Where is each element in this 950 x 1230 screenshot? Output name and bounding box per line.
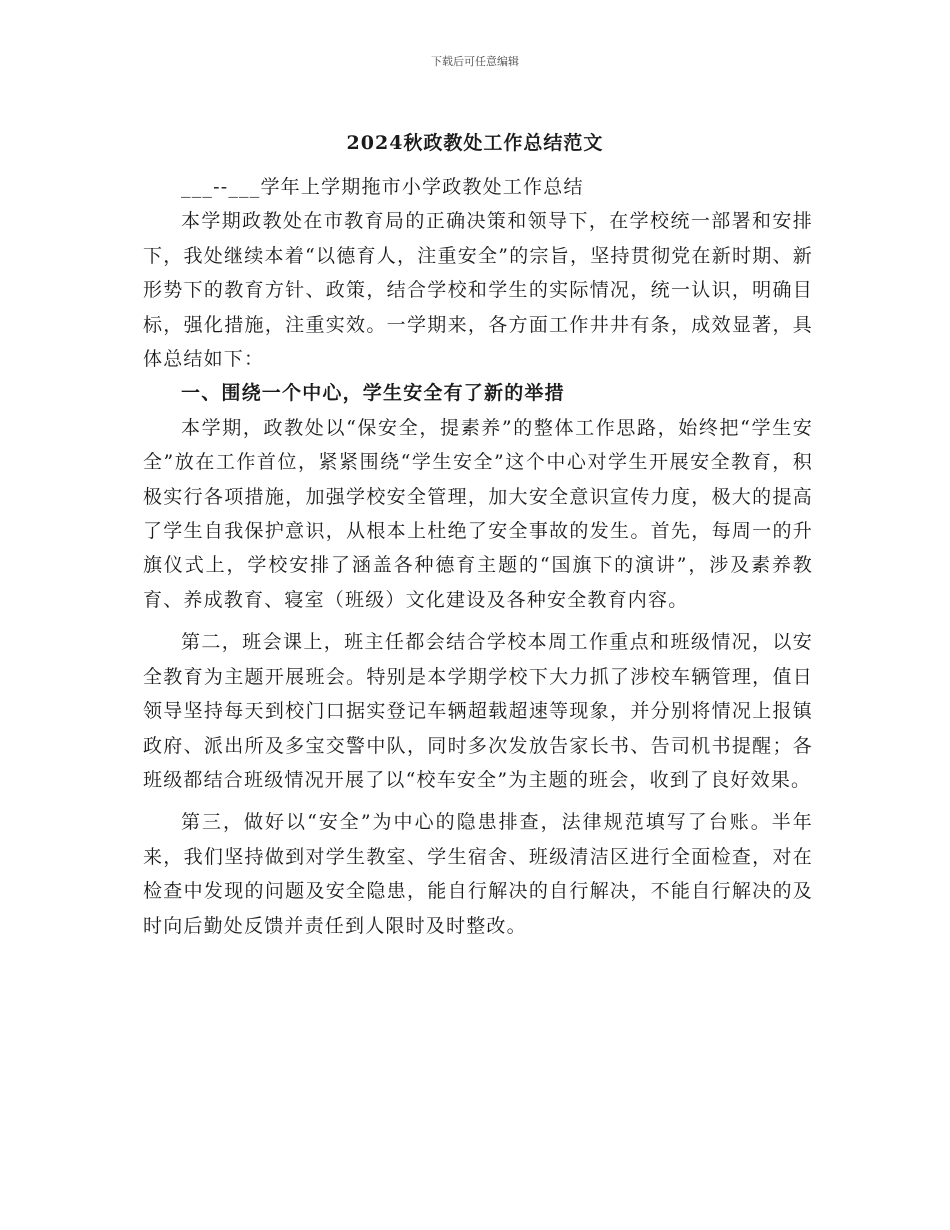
section-heading: 一、围绕一个中心，学生安全有了新的举措 — [181, 382, 565, 405]
body-paragraph-3: 第三，做好以“安全”为中心的隐患排查，法律规范填写了台账。半年来，我们坚持做到对学生教室、学生宿舍、班级清洁区进行全面检查，对在检查中发现的问题及安全隐患，能自行解决的自行解决，不能自行解决的及时向后勤处反馈并责任到人限时及时整改。 — [143, 811, 813, 937]
document-title: 2024秋政教处工作总结范文 — [346, 132, 604, 154]
body-paragraph-1: 本学期，政教处以“保安全，提素养”的整体工作思路，始终把“学生安全”放在工作首位，紧紧围绕“学生安全”这个中心对学生开展安全教育，积极实行各项措施，加强学校安全管理，加大安全意识宣传力度，极大的提高了学生自我保护意识，从根本上杜绝了安全事故的发生。首先，每周一的升旗仪式上，学校安排了涵盖各种德育主题的“国旗下的演讲”，涉及素养教育、养成教育、寝室（班级）文化建设及各种安全教育内容。 — [143, 416, 813, 611]
header-note: 下载后可任意编辑 — [431, 55, 519, 68]
body-paragraph-2: 第二，班会课上，班主任都会结合学校本周工作重点和班级情况，以安全教育为主题开展班会。特别是本学期学校下大力抓了涉校车辆管理，值日领导坚持每天到校门口据实登记车辆超载超速等现象，并分别将情况上报镇政府、派出所及多宝交警中队，同时多次发放告家长书、告司机书提醒；各班级都结合班级情况开展了以“校车安全”为主题的班会，收到了良好效果。 — [143, 631, 813, 791]
intro-paragraph: 本学期政教处在市教育局的正确决策和领导下，在学校统一部署和安排下，我处继续本着“以德育人，注重安全”的宗旨，坚持贯彻党在新时期、新形势下的教育方针、政策，结合学校和学生的实际情况，统一认识，明确目标，强化措施，注重实效。一学期来，各方面工作井井有条，成效显著，具体总结如下： — [143, 210, 813, 371]
subtitle-paragraph: ___--___学年上学期拖市小学政教处工作总结 — [181, 176, 584, 198]
document-body — [143, 170, 813, 943]
